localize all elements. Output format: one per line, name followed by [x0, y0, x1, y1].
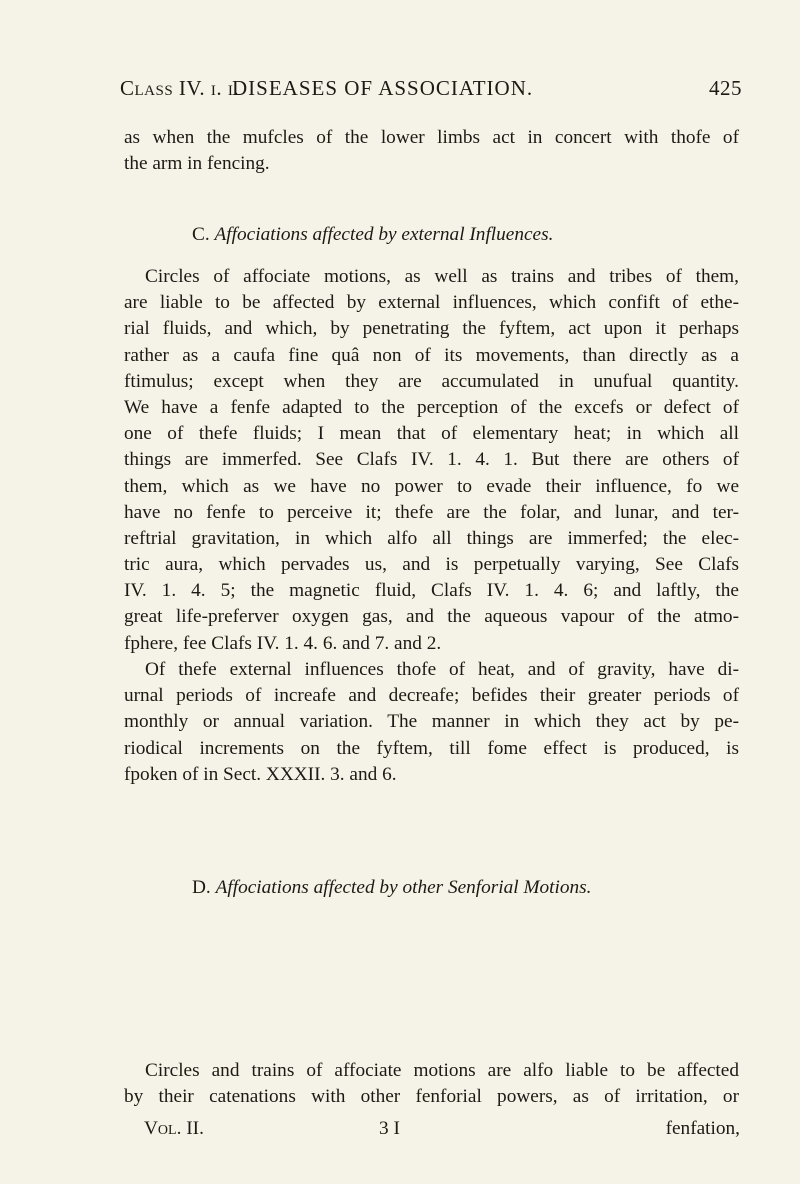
section-title: Affociations affected by other Senforial Motions.	[215, 877, 592, 898]
paragraph-continuation	[124, 125, 739, 177]
text-line: riodical increments on the fyftem, till fome effect is produced, is	[124, 737, 739, 759]
running-title: DISEASES OF ASSOCIATION.	[232, 76, 534, 100]
text-line: Circles of affociate motions, as well as trains and tribes of them,	[145, 266, 739, 287]
signature-mark: 3 I	[379, 1118, 400, 1139]
text-line: rial fluids, and which, by penetrating the fyftem, act upon it perhaps	[124, 318, 739, 340]
text-line: one of thefe fluids; I mean that of elementary heat; in which all	[124, 423, 739, 445]
text-line: as when the mufcles of the lower limbs act in concert with thofe of	[124, 127, 739, 148]
class-reference: Class IV. i. i.	[120, 76, 240, 100]
text-line: monthly or annual variation. The manner in which they act by pe-	[124, 711, 739, 733]
text-line: Of thefe external influences thofe of heat, and of gravity, have di-	[145, 659, 739, 680]
text-line: fphere, fee Clafs IV. 1. 4. 6. and 7. and 2.	[124, 632, 442, 654]
paragraph-d1	[124, 1058, 739, 1110]
text-line: fpoken of in Sect. XXXII. 3. and 6.	[124, 763, 397, 785]
section-title: Affociations affected by external Influences.	[214, 224, 554, 245]
text-line: are liable to be affected by external influences, which confift of ethe-	[124, 292, 739, 314]
text-line: Circles and trains of affociate motions are alfo liable to be affected	[145, 1060, 739, 1081]
text-line: the arm in fencing.	[124, 153, 270, 175]
text-line: ftimulus; except when they are accumulated in unufual quantity.	[124, 370, 739, 392]
text-line: things are immerfed. See Clafs IV. 1. 4. 1. But there are others of	[124, 449, 739, 471]
section-heading-c	[192, 224, 752, 246]
text-line: great life-preferver oxygen gas, and the aqueous vapour of the atmo-	[124, 606, 739, 628]
page-number: 425	[709, 76, 742, 100]
page-footer	[144, 1118, 740, 1146]
paragraph-c2	[124, 657, 739, 788]
volume-mark: Vol. II.	[144, 1118, 204, 1139]
text-line: urnal periods of increafe and decreafe; befides their greater periods of	[124, 685, 739, 707]
section-letter: D.	[192, 877, 211, 898]
section-letter: C.	[192, 224, 210, 245]
text-line: We have a fenfe adapted to the perception of the excefs or defect of	[124, 396, 739, 418]
text-line: tric aura, which pervades us, and is perpetually varying, See Clafs	[124, 554, 739, 576]
catchword: fenfation,	[665, 1118, 740, 1139]
text-line: have no fenfe to perceive it; thefe are the folar, and lunar, and ter-	[124, 501, 739, 523]
section-heading-d	[192, 877, 752, 899]
paragraph-c1	[124, 264, 739, 657]
text-line: by their catenations with other fenforial powers, as of irritation, or	[124, 1086, 739, 1108]
running-head	[120, 76, 742, 104]
text-line: IV. 1. 4. 5; the magnetic fluid, Clafs IV. 1. 4. 6; and laftly, the	[124, 580, 739, 602]
text-line: them, which as we have no power to evade their influence, fo we	[124, 475, 739, 497]
text-line: rather as a caufa fine quâ non of its movements, than directly as a	[124, 344, 739, 366]
text-line: reftrial gravitation, in which alfo all things are immerfed; the elec-	[124, 527, 739, 549]
